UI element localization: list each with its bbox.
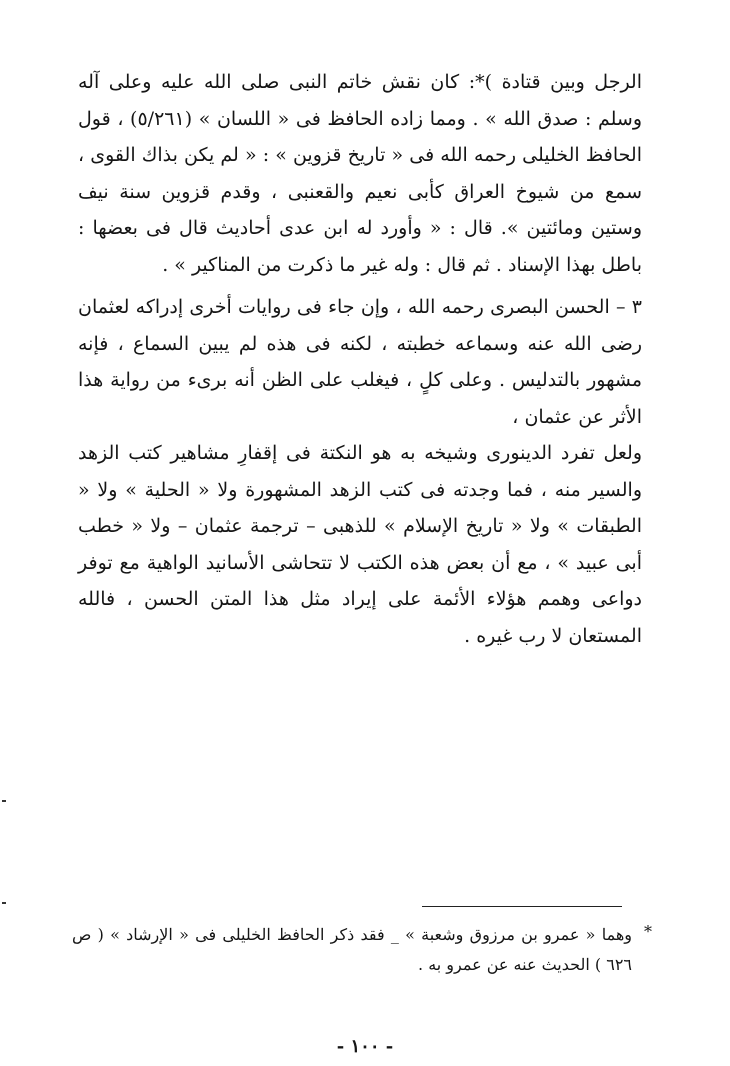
main-text-block (78, 64, 642, 654)
footnote-divider (422, 906, 622, 907)
paragraph-3: ولعل تفرد الدينورى وشيخه به هو النكتة فى إقفارِ مشاهير كتب الزهد والسير منه ، فما وجدته فى كتب الزهد المشهورة ولا « الحلية » ولا « الطبقات » ولا « تاريخ الإسلام » للذهبى – ترجمة عثمان – ولا « خطب أبى عبيد » ، مع أن بعض هذه الكتب لا تتحاشى الأسانيد الواهية مع توفر دواعى وهمم هؤلاء الأئمة على إيراد مثل هذا المتن الحسن ، فالله المستعان لا رب غيره . (78, 442, 642, 647)
footnote (72, 920, 632, 980)
scan-edge-mark (2, 902, 6, 904)
paragraph-2: ٣ – الحسن البصرى رحمه الله ، وإن جاء فى روايات أخرى إدراكه لعثمان رضى الله عنه وسماعه خطبته ، لكنه فى هذه لم يبين السماع ، فإنه مشهور بالتدليس . وعلى كلٍ ، فيغلب على الظن أنه برىء من رواية هذا الأثر عن عثمان ، (78, 296, 642, 428)
footnote-text: وهما « عمرو بن مرزوق وشعبة » _ فقد ذكر الحافظ الخليلى فى « الإرشاد » ( ص ٦٢٦ ) الحديث عنه عن عمرو به . (72, 925, 632, 974)
page-number: - ١٠٠ - (336, 1036, 394, 1057)
scan-edge-mark (2, 800, 6, 802)
paragraph-1: الرجل وبين قتادة )*: كان نقش خاتم النبى صلى الله عليه وعلى آله وسلم : صدق الله » . ومما زاده الحافظ فى « اللسان » (٥/٢٦١) ، قول الحافظ الخليلى رحمه الله فى « تاريخ قزوين » : « لم يكن بذاك القوى ، سمع من شيوخ العراق كأبى نعيم والقعنبى ، وقدم قزوين سنة نيف وستين ومائتين ». قال : « وأورد له ابن عدى أحاديث قال فى بعضها : باطل بهذا الإسناد . ثم قال : وله غير ما ذكرت من المناكير » . (78, 71, 642, 276)
footnote-marker: * (644, 922, 652, 941)
